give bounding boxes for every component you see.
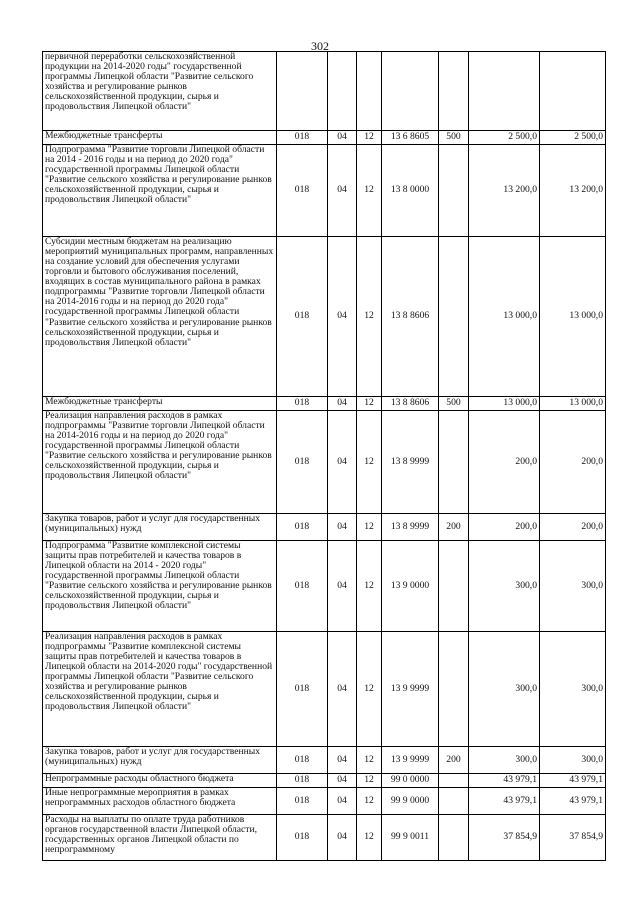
row-sum-2017: 13 000,0 xyxy=(540,237,606,397)
row-expense-type xyxy=(439,237,469,397)
row-name: Межбюджетные трансферты xyxy=(43,397,277,411)
row-expense-type xyxy=(439,411,469,514)
row-expense-type: 200 xyxy=(439,514,469,541)
row-sum-2016: 13 200,0 xyxy=(469,145,540,237)
row-sum-2017 xyxy=(540,52,606,131)
row-target-article: 13 9 9999 xyxy=(382,632,439,747)
row-target-article: 13 8 8606 xyxy=(382,237,439,397)
row-section-code: 04 xyxy=(328,788,357,815)
table-row xyxy=(43,145,606,237)
row-subsection-code xyxy=(357,52,382,131)
row-name: Закупка товаров, работ и услуг для государственных (муниципальных) нужд xyxy=(43,514,277,541)
row-sum-2017: 13 200,0 xyxy=(540,145,606,237)
row-sum-2017: 13 000,0 xyxy=(540,397,606,411)
row-section-code: 04 xyxy=(328,411,357,514)
table-row xyxy=(43,514,606,541)
row-sum-2016: 300,0 xyxy=(469,747,540,774)
row-sum-2017: 43 979,1 xyxy=(540,788,606,815)
row-subsection-code: 12 xyxy=(357,815,382,861)
row-name: Реализация направления расходов в рамках подпрограммы "Развитие комплексной системы защиты прав потребителей и качества товаров в Липецкой области на 2014-2020 годы" государственной программы Липецкой области "Развитие сельского хозяйства и регулирование рынков сельскохозяйственной продукции, сырья и продовольствия Липецкой области" xyxy=(43,632,277,747)
row-expense-type xyxy=(439,145,469,237)
row-section-code: 04 xyxy=(328,747,357,774)
page-number: 302 xyxy=(311,39,329,53)
row-ministry-code: 018 xyxy=(277,145,328,237)
table-row xyxy=(43,815,606,861)
row-section-code: 04 xyxy=(328,131,357,145)
row-target-article: 13 9 0000 xyxy=(382,541,439,632)
row-section-code: 04 xyxy=(328,237,357,397)
row-subsection-code: 12 xyxy=(357,541,382,632)
row-subsection-code: 12 xyxy=(357,131,382,145)
row-subsection-code: 12 xyxy=(357,788,382,815)
row-section-code: 04 xyxy=(328,514,357,541)
row-subsection-code: 12 xyxy=(357,397,382,411)
row-subsection-code: 12 xyxy=(357,514,382,541)
row-subsection-code: 12 xyxy=(357,411,382,514)
row-target-article: 13 6 8605 xyxy=(382,131,439,145)
row-name: Субсидии местным бюджетам на реализацию мероприятий муниципальных программ, направленных на создание условий для обеспечения услугами торговли и бытового обслуживания поселений, входящих в состав муниципального района в рамках подпрограммы "Развитие торговли Липецкой области на 2014-2016 годы и на период до 2020 года" государственной программы Липецкой области "Развитие сельского хозяйства и регулирование рынков сельскохозяйственной продукции, сырья и продовольствия Липецкой области" xyxy=(43,237,277,397)
table-row xyxy=(43,788,606,815)
row-expense-type xyxy=(439,788,469,815)
row-subsection-code: 12 xyxy=(357,632,382,747)
row-expense-type: 200 xyxy=(439,747,469,774)
row-section-code: 04 xyxy=(328,632,357,747)
row-section-code: 04 xyxy=(328,815,357,861)
row-target-article: 13 8 9999 xyxy=(382,514,439,541)
row-ministry-code: 018 xyxy=(277,632,328,747)
row-section-code: 04 xyxy=(328,145,357,237)
row-name: Иные непрограммные мероприятия в рамках непрограммных расходов областного бюджета xyxy=(43,788,277,815)
row-name: Реализация направления расходов в рамках подпрограммы "Развитие торговли Липецкой области на 2014-2016 годы и на период до 2020 года" государственной программы Липецкой области "Развитие сельского хозяйства и регулирование рынков сельскохозяйственной продукции, сырья и продовольствия Липецкой области" xyxy=(43,411,277,514)
row-sum-2017: 300,0 xyxy=(540,541,606,632)
row-ministry-code: 018 xyxy=(277,815,328,861)
row-subsection-code: 12 xyxy=(357,747,382,774)
row-name: Межбюджетные трансферты xyxy=(43,131,277,145)
row-ministry-code: 018 xyxy=(277,774,328,788)
row-section-code: 04 xyxy=(328,541,357,632)
budget-table xyxy=(42,51,606,861)
row-name: Подпрограмма "Развитие комплексной системы защиты прав потребителей и качества товаров в Липецкой области на 2014 - 2020 годы" государственной программы Липецкой области "Развитие сельского хозяйства и регулирование рынков сельскохозяйственной продукции, сырья и продовольствия Липецкой области" xyxy=(43,541,277,632)
row-target-article: 99 9 0011 xyxy=(382,815,439,861)
row-sum-2016: 43 979,1 xyxy=(469,788,540,815)
table-row xyxy=(43,397,606,411)
row-sum-2016: 43 979,1 xyxy=(469,774,540,788)
row-sum-2016: 13 000,0 xyxy=(469,237,540,397)
table-row xyxy=(43,411,606,514)
row-target-article: 13 8 0000 xyxy=(382,145,439,237)
row-subsection-code: 12 xyxy=(357,145,382,237)
row-sum-2017: 200,0 xyxy=(540,411,606,514)
row-target-article: 13 8 9999 xyxy=(382,411,439,514)
row-sum-2017: 300,0 xyxy=(540,747,606,774)
table-row xyxy=(43,237,606,397)
row-ministry-code: 018 xyxy=(277,514,328,541)
row-name: Подпрограмма "Развитие торговли Липецкой области на 2014 - 2016 годы и на период до 2020 года" государственной программы Липецкой области "Развитие сельского хозяйства и регулирование рынков сельскохозяйственной продукции, сырья и продовольствия Липецкой области" xyxy=(43,145,277,237)
row-sum-2017: 37 854,9 xyxy=(540,815,606,861)
table-row xyxy=(43,774,606,788)
row-expense-type xyxy=(439,815,469,861)
row-ministry-code: 018 xyxy=(277,131,328,145)
row-sum-2016: 200,0 xyxy=(469,514,540,541)
row-section-code: 04 xyxy=(328,397,357,411)
table-row xyxy=(43,52,606,131)
row-expense-type xyxy=(439,52,469,131)
row-target-article xyxy=(382,52,439,131)
row-subsection-code: 12 xyxy=(357,237,382,397)
row-sum-2017: 300,0 xyxy=(540,632,606,747)
row-ministry-code: 018 xyxy=(277,788,328,815)
row-sum-2016: 13 000,0 xyxy=(469,397,540,411)
row-section-code: 04 xyxy=(328,774,357,788)
table-row xyxy=(43,541,606,632)
row-ministry-code xyxy=(277,52,328,131)
row-sum-2016: 300,0 xyxy=(469,632,540,747)
row-ministry-code: 018 xyxy=(277,397,328,411)
row-target-article: 99 0 0000 xyxy=(382,774,439,788)
row-ministry-code: 018 xyxy=(277,411,328,514)
table-row xyxy=(43,131,606,145)
row-sum-2017: 43 979,1 xyxy=(540,774,606,788)
row-subsection-code: 12 xyxy=(357,774,382,788)
row-target-article: 13 9 9999 xyxy=(382,747,439,774)
row-expense-type xyxy=(439,774,469,788)
row-target-article: 13 8 8606 xyxy=(382,397,439,411)
row-expense-type xyxy=(439,541,469,632)
table-row xyxy=(43,747,606,774)
row-expense-type: 500 xyxy=(439,397,469,411)
table-row xyxy=(43,632,606,747)
row-sum-2017: 200,0 xyxy=(540,514,606,541)
row-expense-type: 500 xyxy=(439,131,469,145)
row-name: Непрограммные расходы областного бюджета xyxy=(43,774,277,788)
row-name: первичной переработки сельскохозяйственной продукции на 2014-2020 годы" государственной программы Липецкой области "Развитие сельского хозяйства и регулирование рынков сельскохозяйственной продукции, сырья и продовольствия Липецкой области" xyxy=(43,52,277,131)
row-ministry-code: 018 xyxy=(277,747,328,774)
row-expense-type xyxy=(439,632,469,747)
row-sum-2016 xyxy=(469,52,540,131)
row-sum-2016: 2 500,0 xyxy=(469,131,540,145)
row-ministry-code: 018 xyxy=(277,237,328,397)
row-name: Закупка товаров, работ и услуг для государственных (муниципальных) нужд xyxy=(43,747,277,774)
row-sum-2017: 2 500,0 xyxy=(540,131,606,145)
row-name: Расходы на выплаты по оплате труда работников органов государственной власти Липецкой области, государственных органов Липецкой области по непрограммному xyxy=(43,815,277,861)
row-target-article: 99 9 0000 xyxy=(382,788,439,815)
row-sum-2016: 300,0 xyxy=(469,541,540,632)
row-sum-2016: 37 854,9 xyxy=(469,815,540,861)
row-section-code xyxy=(328,52,357,131)
row-sum-2016: 200,0 xyxy=(469,411,540,514)
row-ministry-code: 018 xyxy=(277,541,328,632)
